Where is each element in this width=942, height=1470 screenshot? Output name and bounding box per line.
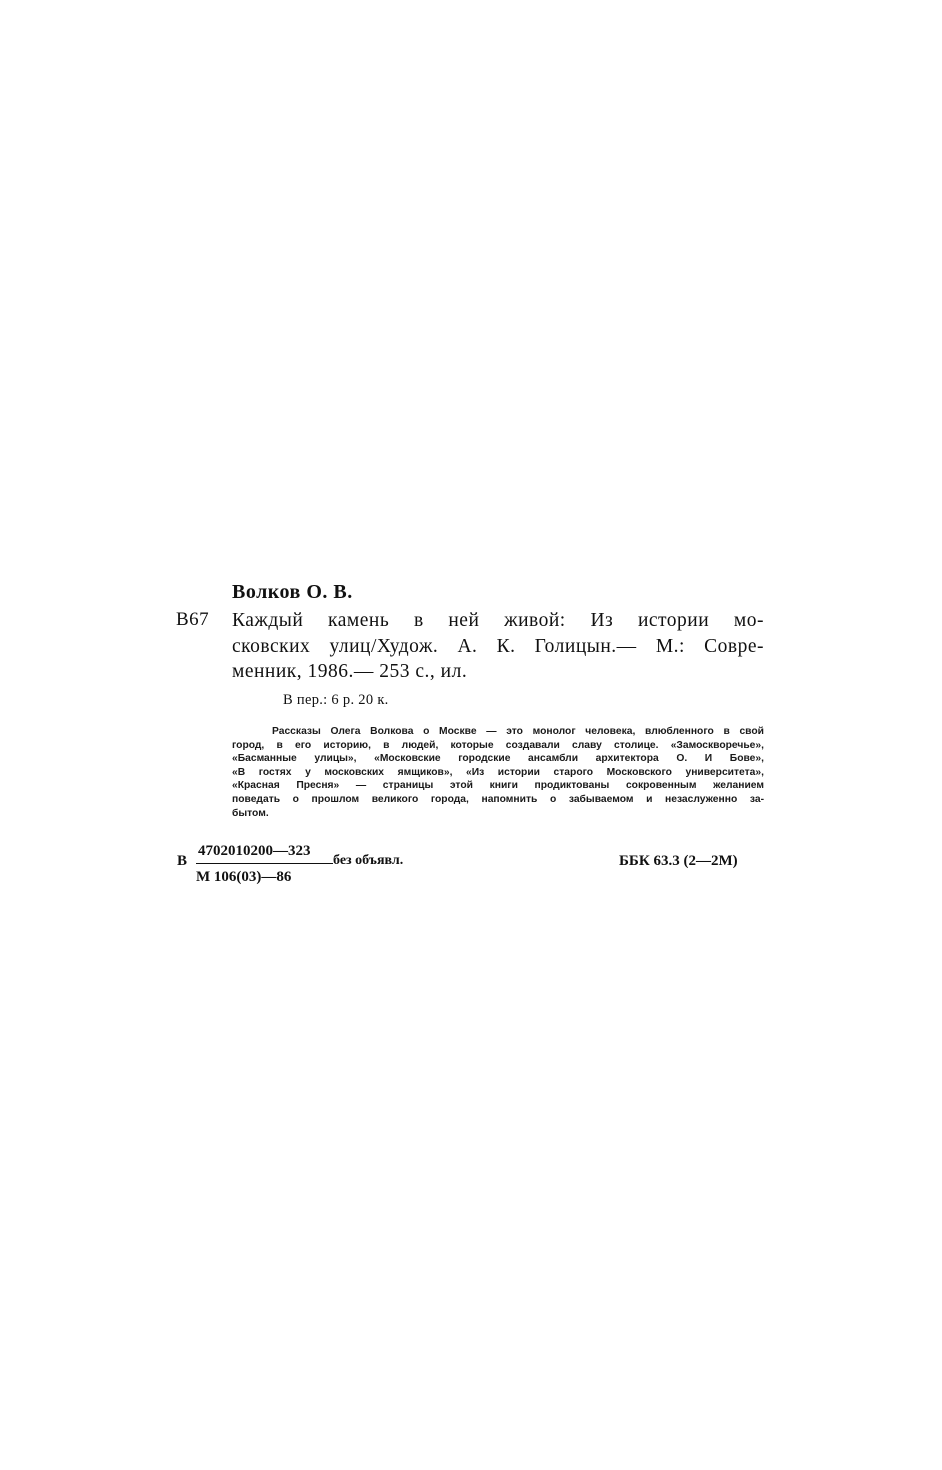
title-description: [232, 608, 764, 685]
index-fraction: [196, 841, 333, 887]
annotation: [232, 725, 764, 820]
annotation-line: Рассказы Олега Волкова о Москве — это монолог человека, влюбленного в свой: [272, 726, 764, 737]
bbk-code: ББК 63.3 (2—2М): [619, 853, 738, 869]
annotation-line: «Красная Пресня» — страницы этой книги продиктованы сокровенным желанием: [232, 780, 764, 792]
classification-code: В67: [176, 609, 210, 630]
no-announcement-note: без объявл.: [333, 853, 404, 868]
annotation-line: поведать о прошлом великого города, напомнить о забываемом и незаслуженно за-: [232, 793, 764, 805]
title-line: менник, 1986.— 253 с., ил.: [232, 661, 468, 682]
bibliographic-letter: В: [177, 853, 188, 869]
fraction-denominator: М 106(03)—86: [196, 869, 292, 885]
annotation-line: бытом.: [232, 807, 269, 819]
title-line: Каждый камень в ней живой: Из истории мо-: [232, 610, 764, 631]
annotation-line: город, в его историю, в людей, которые создавали славу столице. «Замоскворечье»,: [232, 739, 764, 751]
author-heading: Волков О. В.: [232, 581, 353, 603]
fraction-numerator: 4702010200—323: [196, 841, 333, 864]
annotation-line: «В гостях у московских ямщиков», «Из истории старого Московского университета»,: [232, 766, 764, 778]
price-info: В пер.: 6 р. 20 к.: [283, 692, 389, 708]
annotation-line: «Басманные улицы», «Московские городские ансамбли архитектора О. И Бове»,: [232, 753, 764, 765]
title-line: сковских улиц/Худож. А. К. Голицын.— М.: Совре-: [232, 635, 764, 657]
